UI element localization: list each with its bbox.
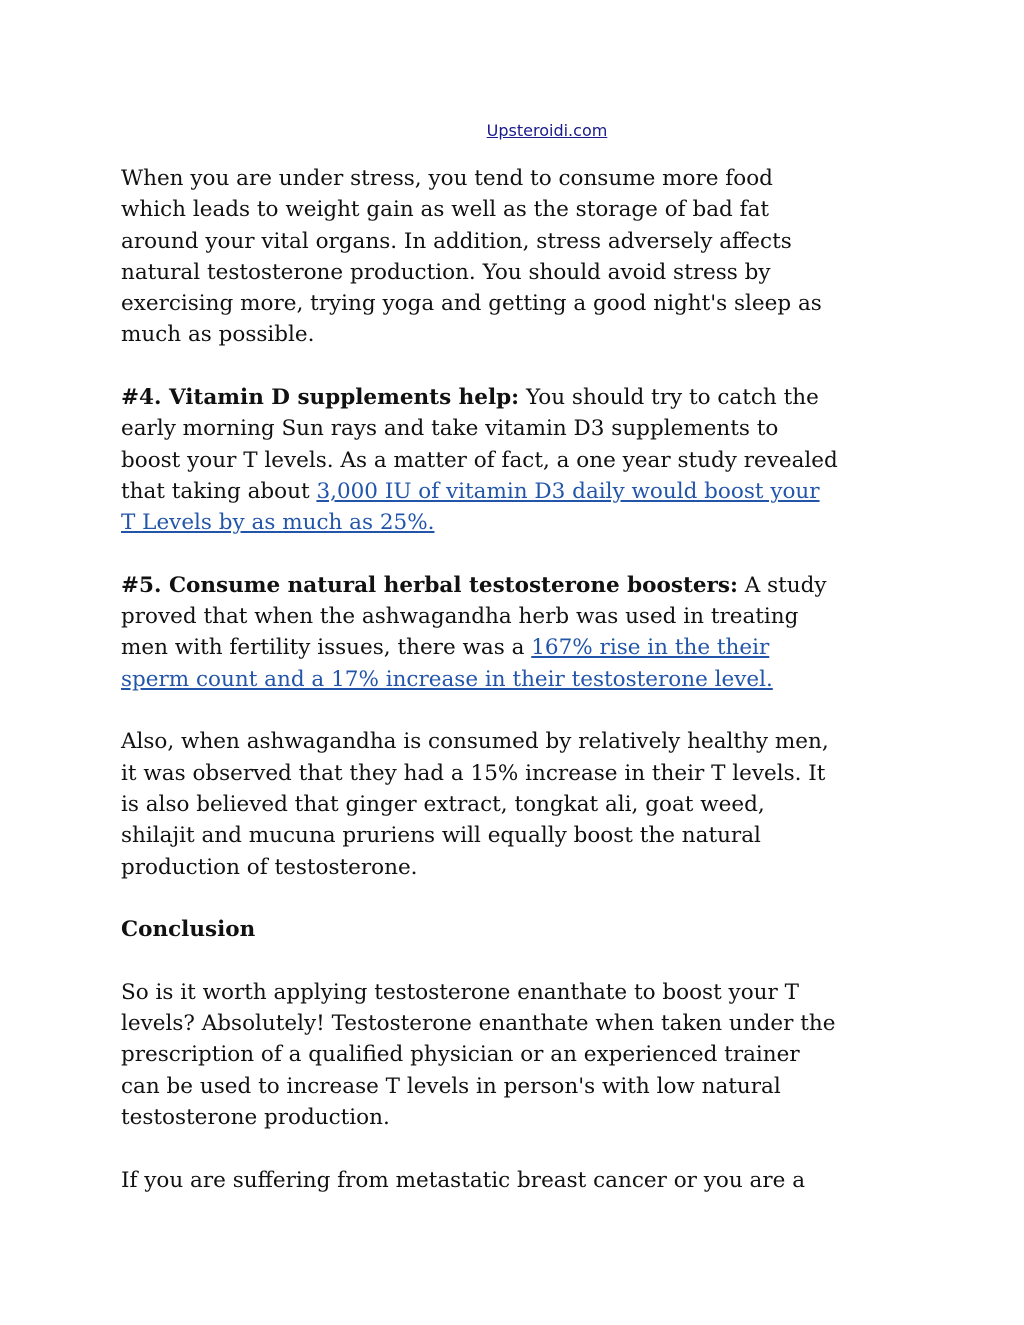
text-line: So is it worth applying testosterone enanthate to boost your T: [121, 979, 799, 1005]
text-fragment: men with fertility issues, there was a: [121, 635, 532, 661]
paragraph-vitamin-d: [121, 382, 911, 538]
text-line: [121, 476, 911, 507]
text-line: it was observed that they had a 15% increase in their T levels. It: [121, 760, 826, 786]
conclusion-heading-paragraph: [121, 914, 911, 945]
text-fragment: You should try to catch the: [519, 385, 819, 411]
paragraph-breast-cancer: [121, 1165, 911, 1196]
vitamin-d3-study-link-continued[interactable]: T Levels by as much as 25%.: [121, 510, 435, 536]
text-line: production of testosterone.: [121, 854, 418, 880]
ashwagandha-study-link[interactable]: 167% rise in the their: [531, 635, 770, 661]
paragraph-herbal-boosters: [121, 570, 911, 695]
text-line: [121, 570, 911, 601]
text-line: boost your T levels. As a matter of fact, a one year study revealed: [121, 447, 838, 473]
text-fragment: that taking about: [121, 478, 317, 504]
text-line: prescription of a qualified physician or an experienced trainer: [121, 1042, 800, 1068]
paragraph-ashwagandha: [121, 726, 911, 882]
site-header-link[interactable]: Upsteroidi.com: [486, 121, 608, 140]
paragraph-stress: [121, 163, 911, 351]
ashwagandha-study-link-continued[interactable]: sperm count and a 17% increase in their testosterone level.: [121, 666, 773, 692]
text-line: testosterone production.: [121, 1104, 390, 1130]
text-line: can be used to increase T levels in person's with low natural: [121, 1073, 781, 1099]
section-heading-vitamin-d: #4. Vitamin D supplements help:: [121, 385, 520, 411]
text-line: proved that when the ashwagandha herb was used in treating: [121, 604, 799, 630]
text-line: Also, when ashwagandha is consumed by relatively healthy men,: [121, 729, 829, 755]
text-line: which leads to weight gain as well as the storage of bad fat: [121, 197, 770, 223]
text-line: natural testosterone production. You should avoid stress by: [121, 259, 771, 285]
article-body: [121, 163, 911, 1227]
text-line: early morning Sun rays and take vitamin D3 supplements to: [121, 416, 779, 442]
text-line: When you are under stress, you tend to consume more food: [121, 166, 773, 191]
text-line: much as possible.: [121, 322, 315, 348]
text-line: [121, 382, 911, 413]
text-fragment: A study: [737, 572, 827, 598]
vitamin-d3-study-link[interactable]: 3,000 IU of vitamin D3 daily would boost your: [316, 478, 820, 504]
text-line: exercising more, trying yoga and getting a good night's sleep as: [121, 291, 822, 317]
text-line: levels? Absolutely! Testosterone enanthate when taken under the: [121, 1011, 836, 1037]
text-line: shilajit and mucuna pruriens will equally boost the natural: [121, 823, 761, 849]
text-line: If you are suffering from metastatic breast cancer or you are a: [121, 1167, 806, 1193]
conclusion-heading: Conclusion: [121, 917, 256, 943]
text-line: [121, 664, 911, 695]
text-line: around your vital organs. In addition, stress adversely affects: [121, 228, 792, 254]
text-line: [121, 632, 911, 663]
text-line: is also believed that ginger extract, tongkat ali, goat weed,: [121, 791, 765, 817]
text-line: [121, 507, 911, 538]
paragraph-conclusion: [121, 977, 911, 1133]
section-heading-herbal-boosters: #5. Consume natural herbal testosterone boosters:: [121, 572, 738, 598]
